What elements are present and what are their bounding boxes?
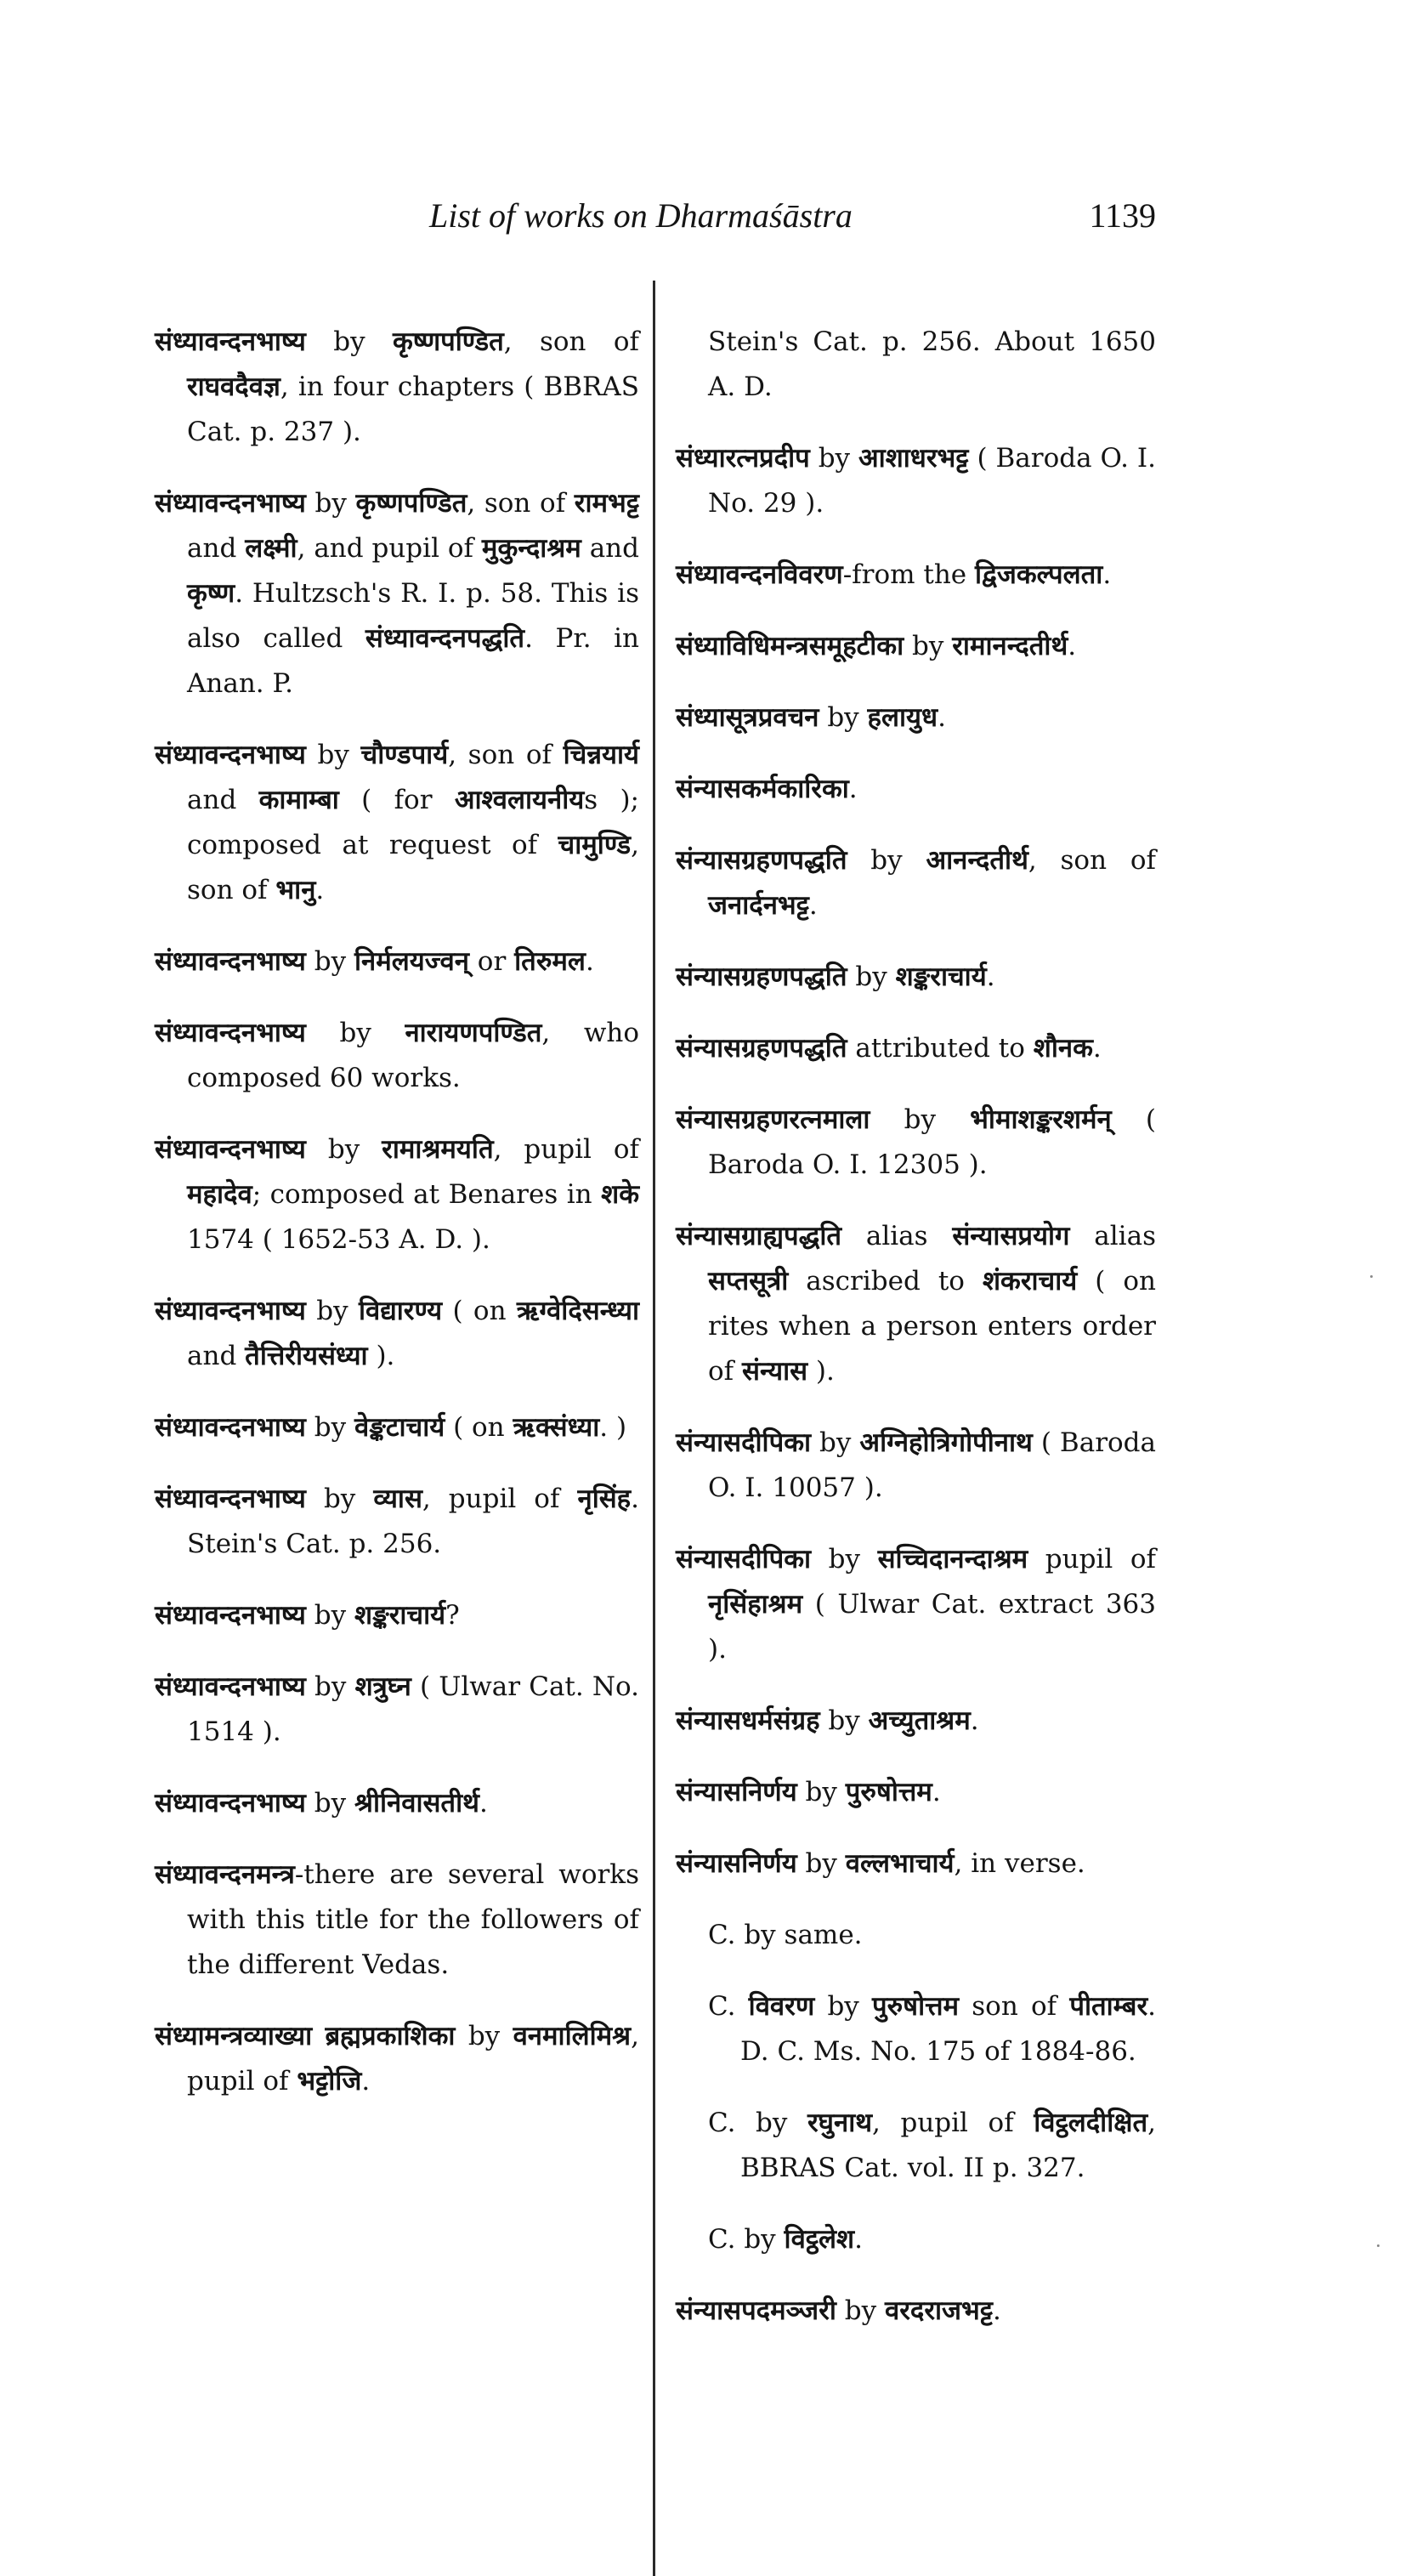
sanskrit-term: संध्यासूत्रप्रवचन — [676, 702, 819, 733]
sanskrit-term: द्विजकल्पलता — [975, 559, 1103, 590]
right-column — [676, 293, 1156, 2342]
column-divider — [653, 281, 655, 2576]
left-column — [155, 293, 639, 2113]
scan-speck — [1370, 1275, 1373, 1278]
entry-text: , pupil of — [872, 2108, 1034, 2138]
sanskrit-term: संध्यावन्दनभाष्य — [155, 1671, 306, 1702]
sanskrit-term: लक्ष्मी — [245, 533, 297, 564]
sanskrit-term: शङ्कराचार्य — [895, 962, 987, 992]
bibliography-entry — [676, 1214, 1156, 1394]
sanskrit-term: कृष्णपण्डित — [392, 326, 504, 357]
sanskrit-term: श्रीनिवासतीर्थ — [354, 1788, 479, 1819]
entry-text: , pupil of — [493, 1134, 639, 1165]
entry-text: ? — [445, 1600, 460, 1631]
sanskrit-term: संध्यावन्दनमन्त्र — [155, 1859, 295, 1890]
sanskrit-term: जनार्दनभट्ट — [708, 890, 809, 921]
sanskrit-term: रघुनाथ — [807, 2108, 873, 2138]
entry-text: ( Ulwar Cat. No. 1514 ). — [187, 1671, 639, 1747]
sanskrit-term: वल्लभाचार्य — [845, 1848, 955, 1879]
entry-text: by — [870, 1104, 971, 1135]
sanskrit-term: सच्चिदानन्दाश्रम — [877, 1544, 1028, 1575]
sanskrit-term: संन्यास — [742, 1356, 808, 1387]
bibliography-entry — [155, 1781, 639, 1826]
bibliography-entry — [676, 1026, 1156, 1071]
bibliography-entry — [708, 1913, 1156, 1958]
entry-text: . — [315, 875, 325, 905]
scan-speck — [1377, 2244, 1380, 2247]
sanskrit-term: संध्यावन्दनभाष्य — [155, 1296, 306, 1326]
sanskrit-term: पुरुषोत्तम — [845, 1777, 932, 1807]
entry-text: , son of — [448, 740, 564, 770]
sanskrit-term: संध्यारत्नप्रदीप — [676, 443, 810, 474]
sanskrit-term: महादेव — [187, 1179, 252, 1210]
entry-text: by — [819, 702, 868, 733]
entry-text: by — [305, 1134, 382, 1165]
entry-text: ( on — [445, 1412, 513, 1443]
bibliography-entry — [676, 320, 1156, 410]
entry-text: . — [1092, 1033, 1102, 1064]
sanskrit-term: संध्याविधिमन्त्रसमूहटीका — [676, 631, 904, 661]
entry-text: ; composed at Benares in — [252, 1179, 602, 1210]
entry-text — [312, 2021, 325, 2051]
entry-text: . — [848, 774, 858, 804]
entry-text: . ) — [599, 1412, 627, 1443]
page-header — [153, 196, 1156, 247]
sanskrit-term: संन्यासनिर्णय — [676, 1777, 797, 1807]
sanskrit-term: संध्यावन्दनभाष्य — [155, 1134, 306, 1165]
entry-text: ascribed to — [788, 1266, 983, 1297]
entry-text: , who composed 60 works. — [187, 1018, 639, 1093]
sanskrit-term: ऋग्वेदिसन्ध्या — [516, 1296, 639, 1326]
entry-text: and — [581, 533, 639, 564]
sanskrit-term: चामुण्डि — [558, 830, 632, 860]
entry-text: by — [904, 631, 953, 661]
entry-text: . — [585, 946, 594, 977]
entry-text: . Stein's Cat. p. 256. — [187, 1484, 639, 1559]
entry-text: C. — [708, 1991, 749, 2022]
bibliography-entry — [155, 1011, 639, 1101]
entry-text: by — [455, 2021, 513, 2051]
entry-text: ( Baroda O. I. 12305 ). — [708, 1104, 1156, 1180]
entry-text: by — [814, 1991, 873, 2022]
sanskrit-term: विट्ठलदीक्षित — [1034, 2108, 1148, 2138]
bibliography-entry — [155, 2014, 639, 2104]
entry-text: by — [305, 1018, 405, 1048]
bibliography-entry — [676, 1841, 1156, 1887]
sanskrit-term: कामाम्बा — [258, 785, 339, 815]
entry-text: -from the — [842, 559, 976, 590]
sanskrit-term: संध्यावन्दनभाष्य — [155, 946, 306, 977]
bibliography-entry — [155, 939, 639, 984]
sanskrit-term: विट्ठलेश — [784, 2224, 855, 2255]
sanskrit-term: नारायणपण्डित — [405, 1018, 542, 1048]
entry-text: and — [187, 533, 246, 564]
entry-text: ). — [367, 1341, 395, 1371]
sanskrit-term: संन्यासनिर्णय — [676, 1848, 797, 1879]
bibliography-entry — [676, 436, 1156, 526]
entry-text: and — [187, 785, 259, 815]
entry-text: , son of — [1028, 845, 1156, 876]
bibliography-entry — [676, 1537, 1156, 1672]
sanskrit-term: तैत्तिरीयसंध्या — [245, 1341, 368, 1371]
sanskrit-term: शत्रुघ्न — [354, 1671, 411, 1702]
entry-text: C. by same. — [708, 1920, 863, 1950]
sanskrit-term: शौनक — [1033, 1033, 1093, 1064]
sanskrit-term: ब्रह्मप्रकाशिका — [325, 2021, 456, 2051]
sanskrit-term: निर्मलयज्वन् — [354, 946, 469, 977]
sanskrit-term: संन्यासग्रहणपद्धति — [676, 962, 847, 992]
entry-text: attributed to — [847, 1033, 1034, 1064]
bibliography-entry — [676, 2289, 1156, 2334]
sanskrit-term: संन्यासदीपिका — [676, 1427, 812, 1458]
sanskrit-term: संध्यावन्दनभाष्य — [155, 1600, 306, 1631]
entry-text: . — [1068, 631, 1077, 661]
bibliography-entry — [676, 838, 1156, 928]
sanskrit-term: मुकुन्दाश्रम — [481, 533, 581, 564]
sanskrit-term: सप्तसूत्री — [708, 1266, 789, 1297]
bibliography-entry — [155, 481, 639, 706]
bibliography-entry — [155, 1593, 639, 1638]
bibliography-entry — [676, 695, 1156, 740]
bibliography-entry — [676, 1770, 1156, 1815]
entry-text: ). — [807, 1356, 835, 1387]
entry-text: by — [811, 1544, 878, 1575]
sanskrit-term: विद्यारण्य — [358, 1296, 443, 1326]
bibliography-entry — [676, 1699, 1156, 1744]
entry-text: by — [796, 1777, 846, 1807]
sanskrit-term: भट्टोजि — [297, 2066, 362, 2097]
entry-text: by — [305, 1788, 354, 1819]
sanskrit-term: चौण्डपार्य — [360, 740, 449, 770]
entry-text: 1574 ( 1652-53 A. D. ). — [187, 1224, 490, 1255]
entry-text: , son of — [187, 830, 639, 905]
sanskrit-term: चिन्नयार्य — [563, 740, 639, 770]
entry-text: , and pupil of — [297, 533, 482, 564]
running-title: List of works on Dharmaśāstra — [429, 196, 853, 235]
entry-text: . Hultzsch's R. I. p. 58. This is also called — [187, 578, 639, 654]
entry-text: by — [796, 1848, 846, 1879]
entry-text: alias — [1069, 1221, 1156, 1251]
sanskrit-term: आशाधरभट्ट — [858, 443, 969, 474]
entry-text: by — [305, 326, 393, 357]
sanskrit-term: संन्यासपदमञ्जरी — [676, 2295, 836, 2326]
entry-text: . Pr. in Anan. P. — [187, 623, 639, 699]
sanskrit-term: रामाश्रमयति — [382, 1134, 494, 1165]
entry-text: . — [932, 1777, 941, 1807]
sanskrit-term: संन्यासग्रहणपद्धति — [676, 1033, 847, 1064]
page-number: 1139 — [1089, 196, 1156, 235]
sanskrit-term: संध्यावन्दनभाष्य — [155, 488, 306, 519]
sanskrit-term: अग्निहोत्रिगोपीनाथ — [859, 1427, 1033, 1458]
sanskrit-term: रामभट्ट — [574, 488, 639, 519]
entry-text: by — [836, 2295, 885, 2326]
entry-text: by — [305, 488, 356, 519]
sanskrit-term: कृष्ण — [187, 578, 235, 609]
sanskrit-term: पुरुषोत्तम — [872, 1991, 960, 2022]
sanskrit-term: नृसिंह — [577, 1484, 632, 1514]
sanskrit-term: संन्यासप्रयोग — [952, 1221, 1070, 1251]
sanskrit-term: संध्यावन्दनभाष्य — [155, 1484, 306, 1514]
entry-text: -there are several works with this title for the followers of the different Vedas. — [187, 1859, 639, 1980]
sanskrit-term: शके — [601, 1179, 639, 1210]
bibliography-entry — [676, 553, 1156, 598]
sanskrit-term: रामानन्दतीर्थ — [952, 631, 1068, 661]
bibliography-entry — [676, 767, 1156, 812]
entry-text: , son of — [467, 488, 575, 519]
sanskrit-term: संन्यासधर्मसंग्रह — [676, 1705, 820, 1736]
entry-text: . — [479, 1788, 488, 1819]
entry-text: , in four chapters ( BBRAS Cat. p. 237 ). — [187, 372, 639, 447]
sanskrit-term: विवरण — [748, 1991, 815, 2022]
sanskrit-term: संन्यासदीपिका — [676, 1544, 812, 1575]
entry-text: . — [808, 890, 818, 921]
bibliography-entry — [708, 2217, 1156, 2262]
sanskrit-term: संध्यावन्दनभाष्य — [155, 740, 306, 770]
sanskrit-term: संन्यासग्रहणरत्नमाला — [676, 1104, 870, 1135]
entry-text: . — [938, 702, 946, 733]
entry-text: by — [847, 962, 896, 992]
bibliography-entry — [155, 1127, 639, 1262]
bibliography-entry — [676, 955, 1156, 1000]
bibliography-entry — [155, 1405, 639, 1450]
bibliography-entry — [676, 1421, 1156, 1511]
bibliography-entry — [155, 1477, 639, 1567]
bibliography-entry — [155, 1665, 639, 1755]
bibliography-entry — [676, 624, 1156, 669]
sanskrit-term: संध्यावन्दनभाष्य — [155, 1412, 306, 1443]
bibliography-entry — [155, 733, 639, 913]
sanskrit-term: संन्यासग्रहणपद्धति — [676, 845, 847, 876]
sanskrit-term: संध्यावन्दनभाष्य — [155, 1788, 306, 1819]
sanskrit-term: राघवदैवज्ञ — [187, 372, 280, 402]
sanskrit-term: कृष्णपण्डित — [355, 488, 467, 519]
entry-text: by — [811, 1427, 860, 1458]
sanskrit-term: संध्यावन्दनभाष्य — [155, 326, 306, 357]
sanskrit-term: तिरुमल — [514, 946, 586, 977]
bibliography-entry — [155, 1289, 639, 1379]
entry-text: . — [986, 962, 995, 992]
sanskrit-term: संन्यासकर्मकारिका — [676, 774, 849, 804]
entry-text: by — [305, 1484, 374, 1514]
entry-text: by — [847, 845, 926, 876]
bibliography-entry — [676, 1098, 1156, 1188]
sanskrit-term: ऋक्संध्या — [513, 1412, 600, 1443]
sanskrit-term: संध्यावन्दनविवरण — [676, 559, 843, 590]
entry-text: . — [993, 2295, 1001, 2326]
entry-text: C. by — [708, 2108, 807, 2138]
entry-text: ( Ulwar Cat. extract 363 ). — [708, 1589, 1156, 1665]
entry-text: , in verse. — [954, 1848, 1085, 1879]
sanskrit-term: संध्यावन्दनपद्धति — [365, 623, 525, 654]
sanskrit-term: वनमालिमिश्र — [513, 2021, 632, 2051]
sanskrit-term: संन्यासग्राह्यपद्धति — [676, 1221, 842, 1251]
entry-text: pupil of — [1028, 1544, 1156, 1575]
sanskrit-term: अच्युताश्रम — [868, 1705, 971, 1736]
sanskrit-term: व्यास — [373, 1484, 422, 1514]
sanskrit-term: आश्वलायनीय — [454, 785, 585, 815]
entry-text: . — [970, 1705, 979, 1736]
entry-text: , pupil of — [422, 1484, 578, 1514]
entry-text: . — [361, 2066, 371, 2097]
sanskrit-term: भीमाशङ्करशर्मन् — [970, 1104, 1112, 1135]
entry-text: ( on — [442, 1296, 517, 1326]
entry-text: ( Baroda O. I. 10057 ). — [708, 1427, 1156, 1503]
entry-text: s ); composed at request of — [187, 785, 639, 860]
entry-text: by — [305, 1412, 354, 1443]
entry-text: and — [187, 1341, 246, 1371]
entry-text: by — [305, 1671, 355, 1702]
sanskrit-term: शङ्कराचार्य — [354, 1600, 446, 1631]
entry-text: . D. C. Ms. No. 175 of 1884-86. — [740, 1991, 1156, 2067]
sanskrit-term: हलायुध — [867, 702, 938, 733]
entry-text: by — [305, 1600, 354, 1631]
entry-text: by — [305, 1296, 359, 1326]
entry-text: Stein's Cat. p. 256. About 1650 A. D. — [708, 326, 1156, 402]
entry-text: C. by — [708, 2224, 785, 2255]
entry-text: , pupil of — [187, 2021, 639, 2097]
sanskrit-term: पीताम्बर — [1069, 1991, 1148, 2022]
entry-text: by — [809, 443, 859, 474]
entry-text: ( on rites when a person enters order of — [708, 1266, 1156, 1387]
entry-text: or — [468, 946, 515, 977]
sanskrit-term: नृसिंहाश्रम — [708, 1589, 803, 1620]
entry-text: . — [1102, 559, 1112, 590]
sanskrit-term: संध्यामन्त्रव्याख्या — [155, 2021, 313, 2051]
entry-text: by — [819, 1705, 869, 1736]
entry-text: , BBRAS Cat. vol. II p. 327. — [740, 2108, 1156, 2183]
bibliography-entry — [708, 2101, 1156, 2191]
entry-text: ( for — [338, 785, 455, 815]
entry-text: alias — [841, 1221, 953, 1251]
bibliography-entry — [155, 1853, 639, 1988]
sanskrit-term: आनन्दतीर्थ — [926, 845, 1028, 876]
entry-text: by — [305, 740, 361, 770]
sanskrit-term: वरदराजभट्ट — [884, 2295, 994, 2326]
sanskrit-term: भानु — [275, 875, 316, 905]
entry-text: , son of — [503, 326, 639, 357]
entry-text: son of — [959, 1991, 1070, 2022]
entry-text: . — [854, 2224, 863, 2255]
bibliography-entry — [708, 1984, 1156, 2074]
entry-text: ( Baroda O. I. No. 29 ). — [708, 443, 1156, 519]
sanskrit-term: वेङ्कटाचार्य — [354, 1412, 445, 1443]
sanskrit-term: शंकराचार्य — [982, 1266, 1078, 1297]
bibliography-entry — [155, 320, 639, 455]
sanskrit-term: संध्यावन्दनभाष्य — [155, 1018, 306, 1048]
entry-text: by — [305, 946, 354, 977]
